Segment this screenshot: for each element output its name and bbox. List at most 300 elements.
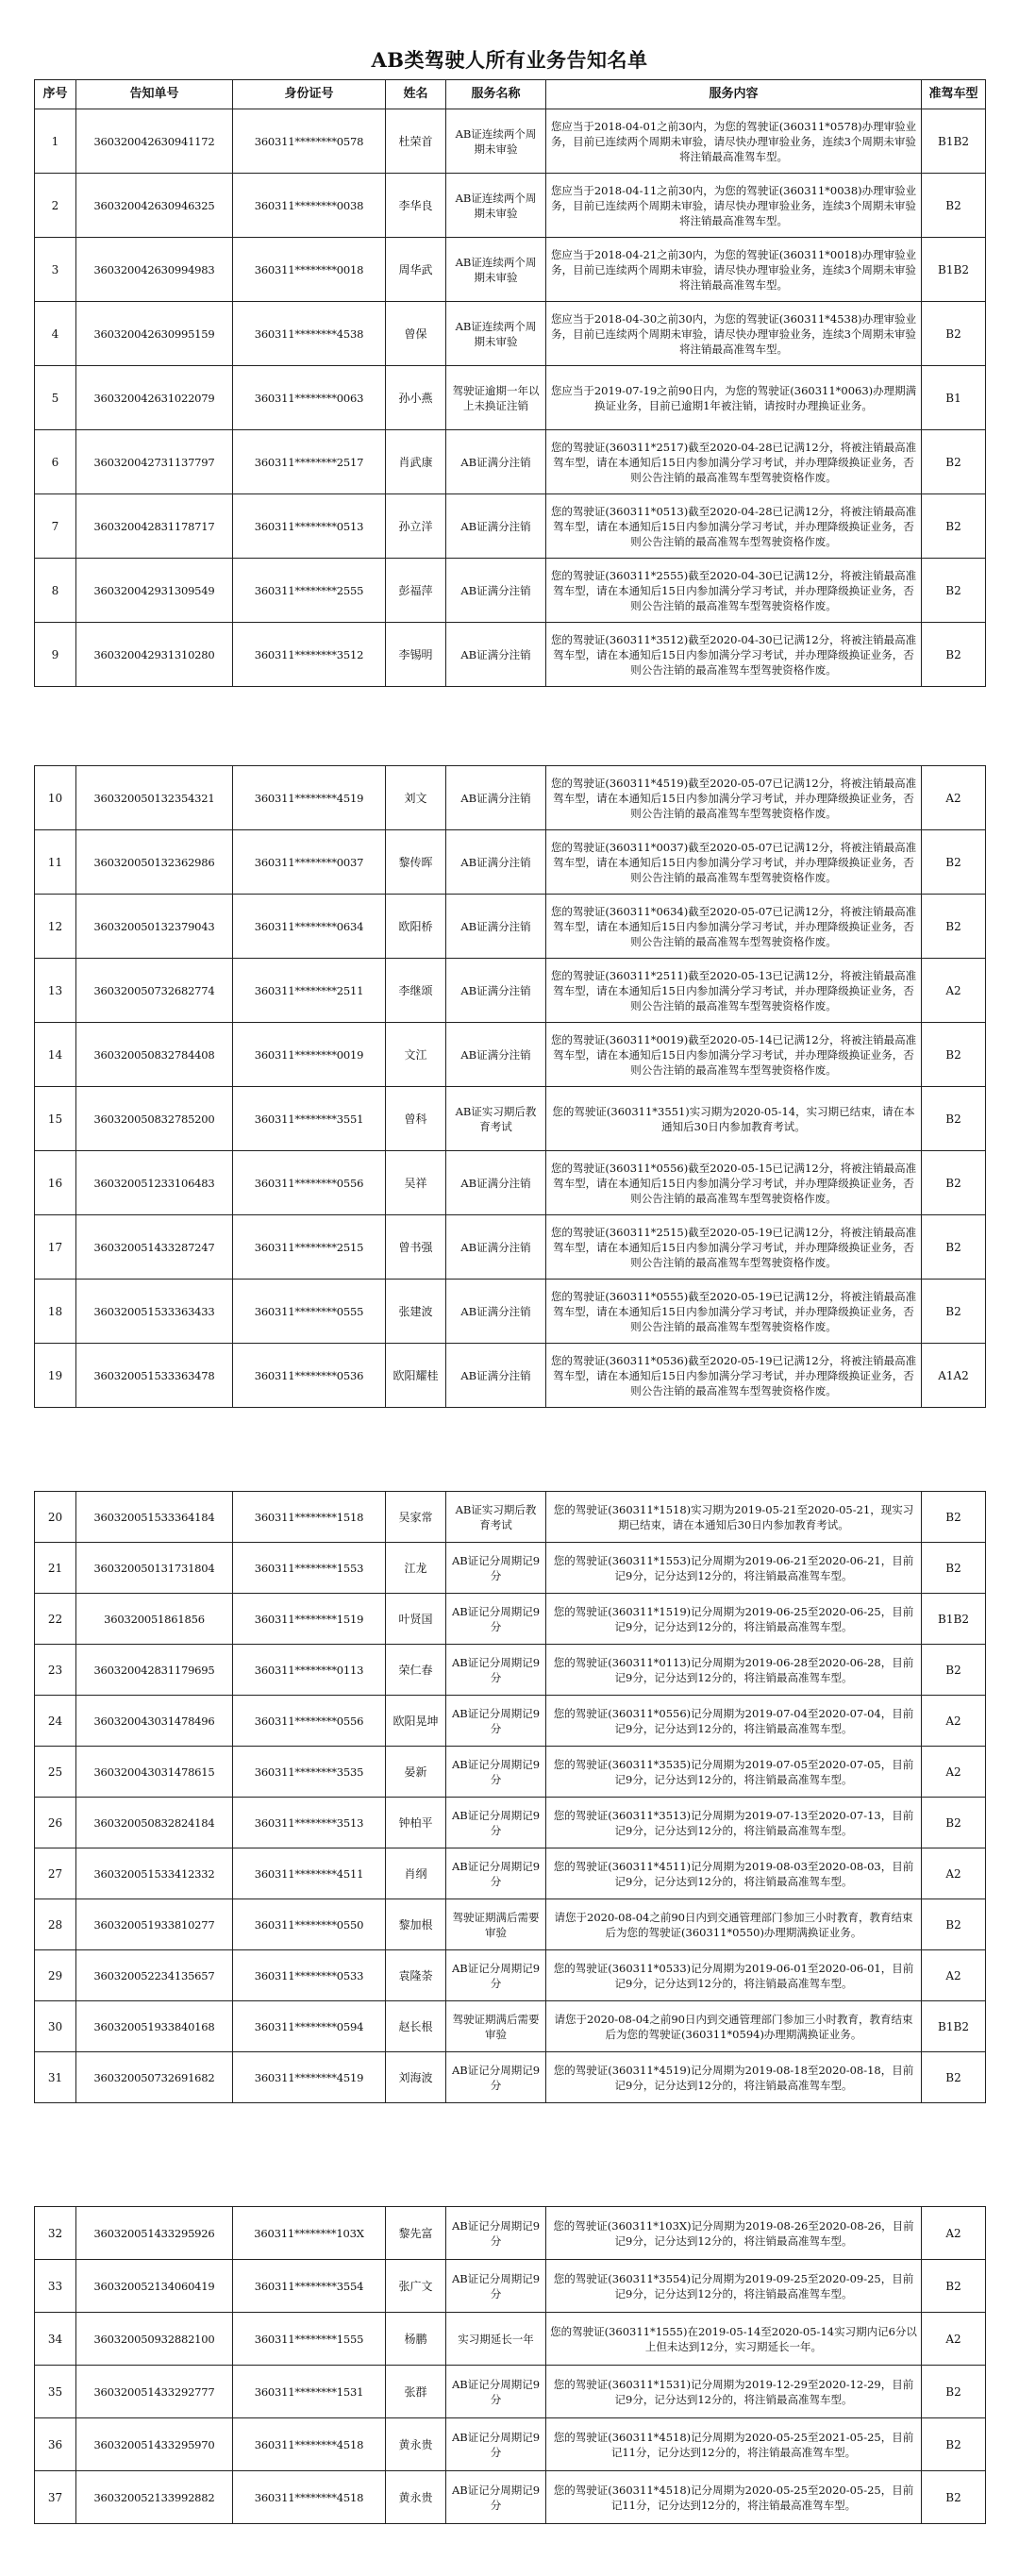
cell-service-name: AB证记分周期记9分: [446, 2366, 546, 2418]
cell-service-name: AB证连续两个周期未审验: [446, 109, 546, 174]
cell-name: 欧阳晃坤: [386, 1696, 446, 1747]
cell-service-content: 您的驾驶证(360311*2515)截至2020-05-19已记满12分，将被注销最高准驾车型，请在本通知后15日内参加满分学习考试，并办理降级换证业务，否则公告注销的最高准驾车型驾驶资格作废。: [546, 1215, 922, 1280]
cell-name: 叶贤国: [386, 1594, 446, 1645]
notice-table-4: [34, 2206, 986, 2524]
cell-service-content: 您应当于2018-04-01之前30内，为您的驾驶证(360311*0578)办理审验业务，目前已连续两个周期未审验，请尽快办理审验业务，连续3个周期未审验将注销最高准驾车型。: [546, 109, 922, 174]
table-row: [35, 430, 986, 494]
column-header-service-name: 服务名称: [446, 80, 546, 109]
cell-name: 李华良: [386, 174, 446, 238]
cell-license-class: A2: [922, 1696, 986, 1747]
cell-name: 曾保: [386, 302, 446, 366]
cell-notice-number: 360320042630995159: [76, 302, 233, 366]
cell-name: 周华武: [386, 238, 446, 302]
cell-license-class: B2: [922, 302, 986, 366]
cell-name: 李继颂: [386, 959, 446, 1023]
cell-id-number: 360311********3513: [233, 1798, 386, 1848]
cell-license-class: B2: [922, 1023, 986, 1087]
cell-notice-number: 360320050832824184: [76, 1798, 233, 1848]
cell-service-content: 您的驾驶证(360311*0556)截至2020-05-15已记满12分，将被注销最高准驾车型，请在本通知后15日内参加满分学习考试，并办理降级换证业务，否则公告注销的最高准驾车型驾驶资格作废。: [546, 1151, 922, 1215]
cell-license-class: B1B2: [922, 1594, 986, 1645]
cell-notice-number: 360320043031478615: [76, 1747, 233, 1798]
table-row: [35, 1950, 986, 2001]
cell-row-number: 21: [35, 1543, 76, 1594]
table-row: [35, 2313, 986, 2366]
cell-name: 孙立洋: [386, 494, 446, 559]
cell-license-class: B2: [922, 494, 986, 559]
cell-name: 肖纲: [386, 1848, 446, 1899]
cell-name: 吴祥: [386, 1151, 446, 1215]
cell-row-number: 2: [35, 174, 76, 238]
cell-row-number: 29: [35, 1950, 76, 2001]
cell-service-content: 您的驾驶证(360311*0513)截至2020-04-28已记满12分，将被注销最高准驾车型，请在本通知后15日内参加满分学习考试，并办理降级换证业务，否则公告注销的最高准驾车型驾驶资格作废。: [546, 494, 922, 559]
table-row: [35, 959, 986, 1023]
cell-license-class: B2: [922, 2366, 986, 2418]
cell-license-class: A2: [922, 1848, 986, 1899]
cell-id-number: 360311********0018: [233, 238, 386, 302]
cell-service-content: 您的驾驶证(360311*4519)截至2020-05-07已记满12分，将被注销最高准驾车型，请在本通知后15日内参加满分学习考试，并办理降级换证业务，否则公告注销的最高准驾车型驾驶资格作废。: [546, 766, 922, 830]
cell-id-number: 360311********0113: [233, 1645, 386, 1696]
cell-license-class: A1A2: [922, 1344, 986, 1408]
column-header-name: 姓名: [386, 80, 446, 109]
table-row: [35, 1696, 986, 1747]
cell-row-number: 32: [35, 2207, 76, 2260]
cell-row-number: 22: [35, 1594, 76, 1645]
cell-row-number: 5: [35, 366, 76, 430]
cell-license-class: B1B2: [922, 2001, 986, 2052]
cell-notice-number: 360320051433295970: [76, 2418, 233, 2471]
cell-service-content: 您的驾驶证(360311*1519)记分周期为2019-06-25至2020-06-25，目前记9分，记分达到12分的，将注销最高准驾车型。: [546, 1594, 922, 1645]
cell-row-number: 33: [35, 2260, 76, 2313]
cell-row-number: 30: [35, 2001, 76, 2052]
table-row: [35, 238, 986, 302]
cell-service-name: AB证记分周期记9分: [446, 2471, 546, 2524]
cell-license-class: A2: [922, 766, 986, 830]
cell-row-number: 9: [35, 623, 76, 687]
cell-notice-number: 360320052133992882: [76, 2471, 233, 2524]
column-header-id-number: 身份证号: [233, 80, 386, 109]
cell-service-name: 驾驶证期满后需要审验: [446, 2001, 546, 2052]
cell-id-number: 360311********4519: [233, 766, 386, 830]
cell-notice-number: 360320051433292777: [76, 2366, 233, 2418]
cell-id-number: 360311********0556: [233, 1151, 386, 1215]
cell-id-number: 360311********4518: [233, 2418, 386, 2471]
cell-id-number: 360311********4518: [233, 2471, 386, 2524]
table-row: [35, 623, 986, 687]
cell-name: 孙小燕: [386, 366, 446, 430]
cell-license-class: B2: [922, 1280, 986, 1344]
cell-id-number: 360311********0513: [233, 494, 386, 559]
table-row: [35, 109, 986, 174]
cell-notice-number: 360320050132362986: [76, 830, 233, 895]
cell-row-number: 16: [35, 1151, 76, 1215]
cell-row-number: 17: [35, 1215, 76, 1280]
table-row: [35, 1798, 986, 1848]
table-row: [35, 1645, 986, 1696]
cell-name: 晏新: [386, 1747, 446, 1798]
cell-name: 刘海波: [386, 2052, 446, 2103]
cell-service-name: AB证满分注销: [446, 895, 546, 959]
cell-service-content: 请您于2020-08-04之前90日内到交通管理部门参加三小时教育，教育结束后为您的驾驶证(360311*0550)办理期满换证业务。: [546, 1899, 922, 1950]
cell-service-name: AB证记分周期记9分: [446, 1747, 546, 1798]
cell-service-name: AB证记分周期记9分: [446, 1645, 546, 1696]
cell-service-content: 您的驾驶证(360311*0019)截至2020-05-14已记满12分，将被注销最高准驾车型，请在本通知后15日内参加满分学习考试，并办理降级换证业务，否则公告注销的最高准驾车型驾驶资格作废。: [546, 1023, 922, 1087]
cell-license-class: B1B2: [922, 238, 986, 302]
cell-notice-number: 360320042630941172: [76, 109, 233, 174]
cell-notice-number: 360320052234135657: [76, 1950, 233, 2001]
cell-service-name: 驾驶证逾期一年以上未换证注销: [446, 366, 546, 430]
cell-notice-number: 360320042630994983: [76, 238, 233, 302]
cell-row-number: 25: [35, 1747, 76, 1798]
cell-id-number: 360311********0578: [233, 109, 386, 174]
table-row: [35, 830, 986, 895]
cell-service-name: AB证记分周期记9分: [446, 1848, 546, 1899]
cell-id-number: 360311********0634: [233, 895, 386, 959]
cell-row-number: 35: [35, 2366, 76, 2418]
cell-service-name: AB证满分注销: [446, 766, 546, 830]
cell-notice-number: 360320051533363433: [76, 1280, 233, 1344]
cell-service-name: 驾驶证期满后需要审验: [446, 1899, 546, 1950]
cell-service-name: AB证满分注销: [446, 1344, 546, 1408]
cell-row-number: 20: [35, 1492, 76, 1543]
cell-service-content: 您的驾驶证(360311*1553)记分周期为2019-06-21至2020-06-21，目前记9分，记分达到12分的，将注销最高准驾车型。: [546, 1543, 922, 1594]
cell-id-number: 360311********1553: [233, 1543, 386, 1594]
cell-service-content: 您应当于2019-07-19之前90日内，为您的驾驶证(360311*0063)办理期满换证业务，目前已逾期1年被注销，请按时办理换证业务。: [546, 366, 922, 430]
cell-id-number: 360311********0550: [233, 1899, 386, 1950]
table-row: [35, 1594, 986, 1645]
cell-service-content: 您的驾驶证(360311*0037)截至2020-05-07已记满12分，将被注销最高准驾车型，请在本通知后15日内参加满分学习考试，并办理降级换证业务，否则公告注销的最高准驾车型驾驶资格作废。: [546, 830, 922, 895]
table-row: [35, 766, 986, 830]
cell-name: 刘文: [386, 766, 446, 830]
table-row: [35, 1492, 986, 1543]
cell-service-content: 您的驾驶证(360311*3535)记分周期为2019-07-05至2020-07-05，目前记9分，记分达到12分的，将注销最高准驾车型。: [546, 1747, 922, 1798]
cell-service-content: 您的驾驶证(360311*2555)截至2020-04-30已记满12分，将被注销最高准驾车型，请在本通知后15日内参加满分学习考试，并办理降级换证业务，否则公告注销的最高准驾车型驾驶资格作废。: [546, 559, 922, 623]
cell-notice-number: 360320050732682774: [76, 959, 233, 1023]
cell-row-number: 7: [35, 494, 76, 559]
cell-name: 欧阳桥: [386, 895, 446, 959]
cell-row-number: 19: [35, 1344, 76, 1408]
cell-name: 杨鹏: [386, 2313, 446, 2366]
cell-row-number: 1: [35, 109, 76, 174]
cell-service-content: 您的驾驶证(360311*0555)截至2020-05-19已记满12分，将被注销最高准驾车型，请在本通知后15日内参加满分学习考试，并办理降级换证业务，否则公告注销的最高准驾车型驾驶资格作废。: [546, 1280, 922, 1344]
cell-notice-number: 360320051233106483: [76, 1151, 233, 1215]
table-row: [35, 1215, 986, 1280]
cell-row-number: 26: [35, 1798, 76, 1848]
cell-row-number: 3: [35, 238, 76, 302]
cell-license-class: B2: [922, 1151, 986, 1215]
cell-service-content: 您的驾驶证(360311*0556)记分周期为2019-07-04至2020-07-04，目前记9分，记分达到12分的，将注销最高准驾车型。: [546, 1696, 922, 1747]
cell-service-name: AB证记分周期记9分: [446, 2052, 546, 2103]
cell-service-name: AB证满分注销: [446, 1151, 546, 1215]
cell-row-number: 18: [35, 1280, 76, 1344]
cell-service-name: AB证满分注销: [446, 959, 546, 1023]
cell-service-content: 您的驾驶证(360311*4518)记分周期为2020-05-25至2021-05-25，目前记11分，记分达到12分的，将注销最高准驾车型。: [546, 2418, 922, 2471]
table-row: [35, 366, 986, 430]
cell-name: 黎加根: [386, 1899, 446, 1950]
table-row: [35, 1747, 986, 1798]
cell-service-content: 您的驾驶证(360311*0536)截至2020-05-19已记满12分，将被注销最高准驾车型，请在本通知后15日内参加满分学习考试，并办理降级换证业务，否则公告注销的最高准驾车型驾驶资格作废。: [546, 1344, 922, 1408]
cell-notice-number: 360320042731137797: [76, 430, 233, 494]
table-row: [35, 2366, 986, 2418]
cell-name: 黄永贵: [386, 2418, 446, 2471]
cell-row-number: 36: [35, 2418, 76, 2471]
table-row: [35, 1023, 986, 1087]
cell-notice-number: 360320042631022079: [76, 366, 233, 430]
table-row: [35, 1280, 986, 1344]
cell-license-class: B2: [922, 1645, 986, 1696]
cell-name: 黎传晖: [386, 830, 446, 895]
cell-license-class: B2: [922, 2052, 986, 2103]
cell-service-name: AB证记分周期记9分: [446, 1696, 546, 1747]
cell-service-name: AB证记分周期记9分: [446, 1543, 546, 1594]
cell-id-number: 360311********0555: [233, 1280, 386, 1344]
cell-service-content: 您的驾驶证(360311*2511)截至2020-05-13已记满12分，将被注销最高准驾车型，请在本通知后15日内参加满分学习考试，并办理降级换证业务，否则公告注销的最高准驾车型驾驶资格作废。: [546, 959, 922, 1023]
cell-notice-number: 360320043031478496: [76, 1696, 233, 1747]
cell-license-class: B2: [922, 623, 986, 687]
cell-name: 张广文: [386, 2260, 446, 2313]
cell-notice-number: 360320050932882100: [76, 2313, 233, 2366]
cell-id-number: 360311********0594: [233, 2001, 386, 2052]
cell-name: 黄永贵: [386, 2471, 446, 2524]
cell-id-number: 360311********0063: [233, 366, 386, 430]
cell-name: 荣仁春: [386, 1645, 446, 1696]
cell-service-name: AB证记分周期记9分: [446, 2418, 546, 2471]
cell-id-number: 360311********0038: [233, 174, 386, 238]
cell-notice-number: 360320042931309549: [76, 559, 233, 623]
notice-table-1: [34, 79, 986, 687]
cell-notice-number: 360320051933810277: [76, 1899, 233, 1950]
table-row: [35, 1151, 986, 1215]
cell-service-name: AB证连续两个周期未审验: [446, 302, 546, 366]
cell-license-class: B2: [922, 174, 986, 238]
cell-service-name: AB证记分周期记9分: [446, 2207, 546, 2260]
cell-license-class: B1: [922, 366, 986, 430]
cell-row-number: 24: [35, 1696, 76, 1747]
table-row: [35, 2207, 986, 2260]
cell-name: 袁隆荼: [386, 1950, 446, 2001]
cell-service-name: AB证满分注销: [446, 1215, 546, 1280]
cell-id-number: 360311********0536: [233, 1344, 386, 1408]
cell-service-name: AB证记分周期记9分: [446, 1594, 546, 1645]
cell-name: 欧阳耀桂: [386, 1344, 446, 1408]
cell-service-name: AB证连续两个周期未审验: [446, 238, 546, 302]
cell-service-content: 您的驾驶证(360311*0533)记分周期为2019-06-01至2020-06-01，目前记9分，记分达到12分的，将注销最高准驾车型。: [546, 1950, 922, 2001]
notice-table-2: [34, 765, 986, 1408]
cell-service-content: 您的驾驶证(360311*3513)记分周期为2019-07-13至2020-07-13，目前记9分，记分达到12分的，将注销最高准驾车型。: [546, 1798, 922, 1848]
cell-id-number: 360311********1519: [233, 1594, 386, 1645]
cell-id-number: 360311********3551: [233, 1087, 386, 1151]
cell-notice-number: 360320050832785200: [76, 1087, 233, 1151]
cell-notice-number: 360320051433295926: [76, 2207, 233, 2260]
table-row: [35, 2260, 986, 2313]
cell-service-content: 您的驾驶证(360311*103X)记分周期为2019-08-26至2020-08-26，目前记9分，记分达到12分的，将注销最高准驾车型。: [546, 2207, 922, 2260]
cell-service-content: 您的驾驶证(360311*4511)记分周期为2019-08-03至2020-08-03，目前记9分，记分达到12分的，将注销最高准驾车型。: [546, 1848, 922, 1899]
cell-id-number: 360311********2555: [233, 559, 386, 623]
cell-id-number: 360311********0019: [233, 1023, 386, 1087]
cell-row-number: 28: [35, 1899, 76, 1950]
cell-service-content: 请您于2020-08-04之前90日内到交通管理部门参加三小时教育，教育结束后为您的驾驶证(360311*0594)办理期满换证业务。: [546, 2001, 922, 2052]
cell-row-number: 14: [35, 1023, 76, 1087]
cell-license-class: B2: [922, 1798, 986, 1848]
cell-service-name: AB证满分注销: [446, 1280, 546, 1344]
cell-license-class: B2: [922, 430, 986, 494]
cell-notice-number: 360320052134060419: [76, 2260, 233, 2313]
cell-name: 杜荣首: [386, 109, 446, 174]
cell-service-content: 您的驾驶证(360311*0113)记分周期为2019-06-28至2020-06-28，目前记9分，记分达到12分的，将注销最高准驾车型。: [546, 1645, 922, 1696]
cell-service-name: AB证记分周期记9分: [446, 2260, 546, 2313]
cell-row-number: 8: [35, 559, 76, 623]
cell-notice-number: 360320051433287247: [76, 1215, 233, 1280]
cell-name: 肖武康: [386, 430, 446, 494]
table-row: [35, 2471, 986, 2524]
cell-name: 曾科: [386, 1087, 446, 1151]
cell-service-content: 您的驾驶证(360311*1518)实习期为2019-05-21至2020-05-21，现实习期已结束，请在本通知后30日内参加教育考试。: [546, 1492, 922, 1543]
cell-row-number: 27: [35, 1848, 76, 1899]
cell-service-name: AB证满分注销: [446, 559, 546, 623]
table-row: [35, 174, 986, 238]
cell-row-number: 15: [35, 1087, 76, 1151]
cell-name: 钟柏平: [386, 1798, 446, 1848]
table-row: [35, 1899, 986, 1950]
cell-id-number: 360311********3535: [233, 1747, 386, 1798]
cell-service-content: 您应当于2018-04-11之前30内，为您的驾驶证(360311*0038)办理审验业务，目前已连续两个周期未审验，请尽快办理审验业务，连续3个周期未审验将注销最高准驾车型。: [546, 174, 922, 238]
table-row: [35, 2418, 986, 2471]
cell-service-content: 您的驾驶证(360311*2517)截至2020-04-28已记满12分，将被注销最高准驾车型，请在本通知后15日内参加满分学习考试，并办理降级换证业务，否则公告注销的最高准驾车型驾驶资格作废。: [546, 430, 922, 494]
cell-license-class: B2: [922, 2260, 986, 2313]
cell-notice-number: 360320050132354321: [76, 766, 233, 830]
column-header-notice-number: 告知单号: [76, 80, 233, 109]
cell-service-name: AB证满分注销: [446, 494, 546, 559]
cell-service-content: 您的驾驶证(360311*1531)记分周期为2019-12-29至2020-12-29，目前记9分，记分达到12分的，将注销最高准驾车型。: [546, 2366, 922, 2418]
cell-license-class: B2: [922, 1899, 986, 1950]
cell-license-class: B2: [922, 1087, 986, 1151]
cell-id-number: 360311********3554: [233, 2260, 386, 2313]
cell-service-name: AB证连续两个周期未审验: [446, 174, 546, 238]
cell-service-name: AB证实习期后教育考试: [446, 1492, 546, 1543]
cell-id-number: 360311********2517: [233, 430, 386, 494]
cell-id-number: 360311********0556: [233, 1696, 386, 1747]
cell-id-number: 360311********2511: [233, 959, 386, 1023]
cell-name: 江龙: [386, 1543, 446, 1594]
cell-license-class: A2: [922, 2313, 986, 2366]
cell-id-number: 360311********1518: [233, 1492, 386, 1543]
cell-row-number: 10: [35, 766, 76, 830]
cell-license-class: B2: [922, 1492, 986, 1543]
column-header-license-class: 准驾车型: [922, 80, 986, 109]
cell-name: 张群: [386, 2366, 446, 2418]
table-row: [35, 2052, 986, 2103]
table-row: [35, 1344, 986, 1408]
column-header-row-number: 序号: [35, 80, 76, 109]
table-row: [35, 302, 986, 366]
table-row: [35, 895, 986, 959]
cell-id-number: 360311********103X: [233, 2207, 386, 2260]
cell-row-number: 23: [35, 1645, 76, 1696]
cell-service-content: 您的驾驶证(360311*0634)截至2020-05-07已记满12分，将被注销最高准驾车型，请在本通知后15日内参加满分学习考试，并办理降级换证业务，否则公告注销的最高准驾车型驾驶资格作废。: [546, 895, 922, 959]
cell-name: 李锡明: [386, 623, 446, 687]
table-row: [35, 2001, 986, 2052]
cell-id-number: 360311********2515: [233, 1215, 386, 1280]
cell-service-content: 您的驾驶证(360311*3551)实习期为2020-05-14，实习期已结束，请在本通知后30日内参加教育考试。: [546, 1087, 922, 1151]
cell-name: 赵长根: [386, 2001, 446, 2052]
cell-notice-number: 360320050832784408: [76, 1023, 233, 1087]
cell-notice-number: 360320050132379043: [76, 895, 233, 959]
cell-id-number: 360311********0533: [233, 1950, 386, 2001]
cell-notice-number: 360320042630946325: [76, 174, 233, 238]
cell-id-number: 360311********4538: [233, 302, 386, 366]
cell-row-number: 37: [35, 2471, 76, 2524]
cell-license-class: A2: [922, 1747, 986, 1798]
cell-notice-number: 360320042931310280: [76, 623, 233, 687]
cell-name: 彭福萍: [386, 559, 446, 623]
cell-notice-number: 360320050732691682: [76, 2052, 233, 2103]
cell-service-name: AB证满分注销: [446, 830, 546, 895]
cell-service-content: 您的驾驶证(360311*4518)记分周期为2020-05-25至2020-05-25，目前记11分，记分达到12分的，将注销最高准驾车型。: [546, 2471, 922, 2524]
table-header-row: [35, 80, 986, 109]
cell-license-class: B2: [922, 1215, 986, 1280]
cell-name: 黎先富: [386, 2207, 446, 2260]
cell-id-number: 360311********3512: [233, 623, 386, 687]
document-title: AB类驾驶人所有业务告知名单: [371, 48, 648, 72]
cell-service-name: AB证满分注销: [446, 623, 546, 687]
cell-id-number: 360311********1531: [233, 2366, 386, 2418]
cell-service-content: 您的驾驶证(360311*3512)截至2020-04-30已记满12分，将被注销最高准驾车型，请在本通知后15日内参加满分学习考试，并办理降级换证业务，否则公告注销的最高准驾车型驾驶资格作废。: [546, 623, 922, 687]
notice-table-3: [34, 1491, 986, 2103]
cell-notice-number: 360320051533364184: [76, 1492, 233, 1543]
cell-notice-number: 360320051861856: [76, 1594, 233, 1645]
cell-license-class: B2: [922, 830, 986, 895]
cell-service-content: 您的驾驶证(360311*4519)记分周期为2019-08-18至2020-08-18，目前记9分，记分达到12分的，将注销最高准驾车型。: [546, 2052, 922, 2103]
table-row: [35, 494, 986, 559]
cell-license-class: B2: [922, 1543, 986, 1594]
table-row: [35, 1848, 986, 1899]
cell-service-name: AB证实习期后教育考试: [446, 1087, 546, 1151]
cell-notice-number: 360320042831178717: [76, 494, 233, 559]
cell-notice-number: 360320051933840168: [76, 2001, 233, 2052]
cell-service-name: AB证记分周期记9分: [446, 1950, 546, 2001]
cell-row-number: 12: [35, 895, 76, 959]
cell-notice-number: 360320051533363478: [76, 1344, 233, 1408]
cell-license-class: B2: [922, 895, 986, 959]
cell-license-class: B2: [922, 2471, 986, 2524]
cell-notice-number: 360320042831179695: [76, 1645, 233, 1696]
cell-license-class: B2: [922, 559, 986, 623]
cell-row-number: 11: [35, 830, 76, 895]
cell-notice-number: 360320051533412332: [76, 1848, 233, 1899]
cell-name: 张建波: [386, 1280, 446, 1344]
cell-license-class: A2: [922, 2207, 986, 2260]
cell-name: 吴家常: [386, 1492, 446, 1543]
column-header-service-content: 服务内容: [546, 80, 922, 109]
table-row: [35, 559, 986, 623]
table-row: [35, 1087, 986, 1151]
cell-id-number: 360311********1555: [233, 2313, 386, 2366]
cell-service-name: AB证满分注销: [446, 1023, 546, 1087]
cell-id-number: 360311********4519: [233, 2052, 386, 2103]
cell-row-number: 4: [35, 302, 76, 366]
cell-service-content: 您的驾驶证(360311*1555)在2019-05-14至2020-05-14实习期内记6分以上但未达到12分，实习期延长一年。: [546, 2313, 922, 2366]
cell-service-name: AB证满分注销: [446, 430, 546, 494]
cell-row-number: 34: [35, 2313, 76, 2366]
table-row: [35, 1543, 986, 1594]
cell-row-number: 31: [35, 2052, 76, 2103]
cell-license-class: A2: [922, 959, 986, 1023]
cell-name: 文江: [386, 1023, 446, 1087]
cell-row-number: 13: [35, 959, 76, 1023]
cell-notice-number: 360320050131731804: [76, 1543, 233, 1594]
cell-service-content: 您应当于2018-04-30之前30内，为您的驾驶证(360311*4538)办理审验业务，目前已连续两个周期未审验，请尽快办理审验业务，连续3个周期未审验将注销最高准驾车型。: [546, 302, 922, 366]
cell-license-class: A2: [922, 1950, 986, 2001]
cell-name: 曾书强: [386, 1215, 446, 1280]
